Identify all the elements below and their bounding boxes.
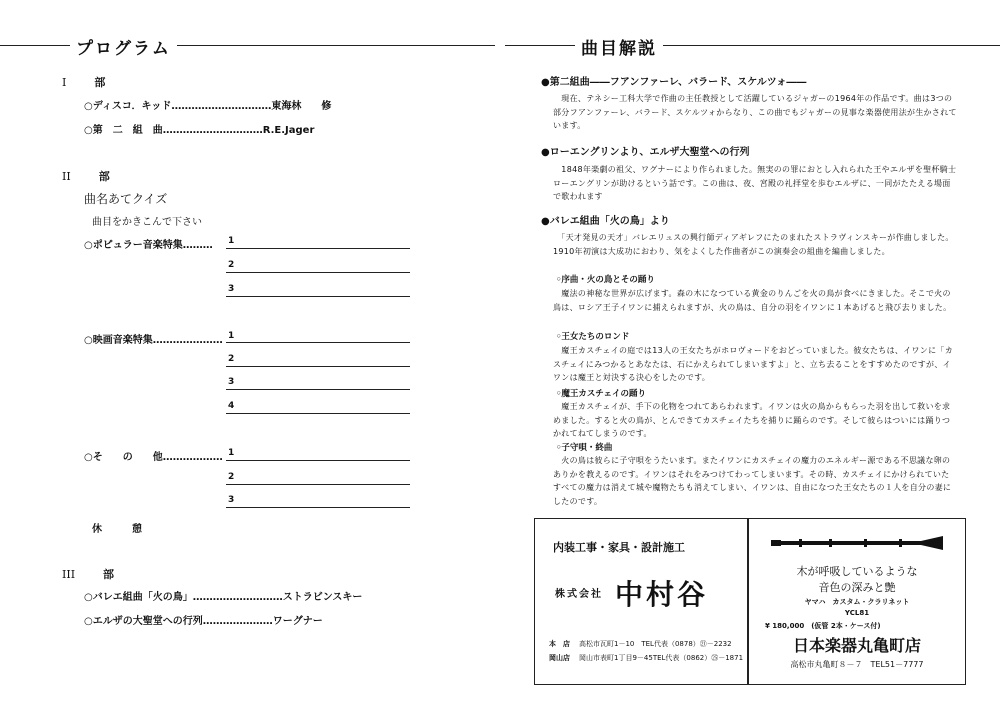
- answer-number: 3: [228, 495, 235, 505]
- ad-nakamuraya-addr1: 高松市瓦町1－10 TEL代表（0878）㉑－2232: [579, 640, 732, 648]
- answer-number: 3: [228, 377, 235, 387]
- part-3-label: 部: [103, 568, 115, 581]
- quiz-group-movie-label: ○映画音楽特集…………………: [84, 335, 223, 346]
- part-3-heading: [62, 566, 114, 582]
- part-1-item-1: ○ディスコ．キッド…………………………東海林 修: [84, 101, 332, 112]
- note-3-title: ●バレエ組曲「火の鳥」より: [541, 216, 670, 227]
- part-2-number: II: [62, 170, 71, 183]
- part-1-heading: [62, 74, 105, 90]
- answer-line[interactable]: [226, 296, 410, 297]
- answer-number: 2: [228, 260, 235, 270]
- answer-number: 1: [228, 448, 235, 458]
- notes-heading: 曲目解説: [575, 34, 663, 59]
- ad-nihon-gakki-store: 日本楽器丸亀町店: [792, 636, 921, 655]
- answer-line[interactable]: [226, 460, 410, 461]
- ad-nakamuraya-tagline: 内装工事・家具・設計施工: [553, 541, 685, 554]
- ad-nakamuraya-addr2: 岡山市表町1丁目9－45TEL代表（0862）㉕－1871: [579, 654, 744, 662]
- ad-nihon-gakki-address: 高松市丸亀町８－７ TEL51－7777: [790, 660, 924, 669]
- part-2-heading: [62, 168, 110, 184]
- part-2-label: 部: [98, 170, 110, 183]
- part-3-item-1: ○バレエ組曲「火の鳥」………………………ストラビンスキー: [84, 592, 363, 603]
- answer-line[interactable]: [226, 272, 410, 273]
- ad-nihon-gakki-line3: ヤマハ カスタム・クラリネット: [804, 598, 910, 606]
- ad-nakamuraya-company-prefix: 株式会社: [555, 589, 603, 600]
- note-3-sub-2-body: 魔王カスチェイの庭では13人の王女たちがホロヴォードをおどっていました。彼女たちは、イワンに「カスチェイにみつかるとあなたは、石にかえられてしまいますよ」と、立ち去ることをすすめたのですが、イワンは魔王と対決する決心をしたのです。: [553, 346, 953, 383]
- ad-nihon-gakki-model: YCL81: [844, 609, 870, 617]
- answer-number: 4: [228, 401, 235, 411]
- clarinet-icon: [769, 535, 949, 551]
- note-3-sub-3-body: 魔王カスチェイが、手下の化物をつれてあらわれます。イワンは火の鳥からもらった羽を出して救いを求めました。すると火の鳥が、とんできてカスチェイたちを捕りに踊らのです。そして彼らはついには踊りつかれてねてしまうのです。: [553, 402, 951, 439]
- note-3-sub-4-body: 火の鳥は彼らに子守唄をうたいます。またイワンにカスチェイの魔力のエネルギー源である不思議な卵のありかを教えるのです。イワンはそれをみつけてわってしまいます。その時、カスチェイにかけられていたすべての魔力は消えて城や魔物たちも消えてしまい、イワンは、自由になつた王女たちの１人を自分の妻にしたのです。: [553, 456, 952, 506]
- answer-line[interactable]: [226, 366, 410, 367]
- ad-nihon-gakki: [748, 518, 966, 685]
- note-3-sub-4-title: ◦子守唄・終曲: [556, 443, 613, 453]
- answer-number: 1: [228, 236, 235, 246]
- part-1-label: 部: [94, 76, 106, 89]
- answer-line[interactable]: [226, 342, 410, 343]
- ad-nihon-gakki-line1: 木が呼吸しているような: [796, 565, 918, 578]
- note-1-body: 現在、テネシー工科大学で作曲の主任教授として活躍しているジャガーの1964年の作品です。曲は3つの部分フアンファーレ、バラード、スケルツォからなり、この曲でもジャガーの見事な楽器使用法が生かされています。: [553, 94, 957, 131]
- ad-nakamuraya-logo: 中村谷: [615, 578, 709, 611]
- answer-line[interactable]: [226, 484, 410, 485]
- answer-line[interactable]: [226, 389, 410, 390]
- intermission: 休 憩: [92, 524, 142, 535]
- note-3-sub-1-body: 魔法の神秘な世界が広げます。森の木になつている黄金のりんごを火の鳥が食べにきました。そこで火の鳥は、ロシア王子イワンに捕えられますが、火の鳥は、自分の羽をイワンに１本あげると飛び去りました。: [553, 289, 952, 312]
- part-1-item-2: ○第 二 組 曲…………………………R.E.Jager: [84, 125, 315, 136]
- quiz-group-other-label: ○そ の 他………………: [84, 452, 223, 463]
- note-3-sub-1-title: ◦序曲・火の鳥とその踊り: [556, 275, 655, 285]
- note-1-title: ●第二組曲――フアンファーレ、バラード、スケルツォ――: [541, 77, 807, 88]
- answer-number: 2: [228, 354, 235, 364]
- quiz-subtitle: 曲目をかきこんで下さい: [92, 217, 202, 228]
- ad-nakamuraya-addr1-label: 本 店: [549, 640, 570, 648]
- ad-nihon-gakki-line2: 音色の深みと艶: [818, 581, 896, 594]
- note-3-sub-2-title: ◦王女たちのロンド: [556, 332, 630, 342]
- note-2-title: ●ローエングリンより、エルザ大聖堂への行列: [541, 147, 750, 158]
- ad-nakamuraya: [534, 518, 748, 685]
- answer-line[interactable]: [226, 413, 410, 414]
- answer-number: 1: [228, 331, 235, 341]
- note-3-sub-3-title: ◦魔王カスチェイの踊り: [556, 389, 647, 399]
- answer-line[interactable]: [226, 248, 410, 249]
- answer-number: 2: [228, 472, 235, 482]
- ad-nihon-gakki-price: ¥ 180,000 (仮管 2本・ケース付): [765, 622, 881, 630]
- quiz-title: 曲名あてクイズ: [84, 192, 168, 206]
- quiz-group-popular-label: ○ポピュラー音楽特集………: [84, 240, 213, 251]
- part-3-number: III: [62, 568, 76, 581]
- part-3-item-2: ○エルザの大聖堂への行列…………………ワーグナー: [84, 616, 323, 627]
- part-1-number: I: [62, 76, 67, 89]
- note-2-body: 1848年楽劇の祖父、ワグナーにより作られました。無実のの罪におとし入れられた王やエルザを聖杯騎士ローエングリンが助けるという話です。この曲は、夜、宮殿の礼拝堂を歩むエルザに、一同がたたえる場面で歌われます: [553, 165, 957, 202]
- note-3-body: 「天才発見の天才」バレエリュスの興行師ディアギレフにたのまれたストラヴィンスキーが作曲しました。1910年初演は大成功におわり、気をよくした作曲者がこの演奏会の組曲を編曲しました。: [553, 233, 954, 256]
- answer-number: 3: [228, 284, 235, 294]
- ad-nakamuraya-addr2-label: 岡山店: [549, 654, 570, 662]
- answer-line[interactable]: [226, 507, 410, 508]
- program-heading: プログラム: [70, 34, 177, 59]
